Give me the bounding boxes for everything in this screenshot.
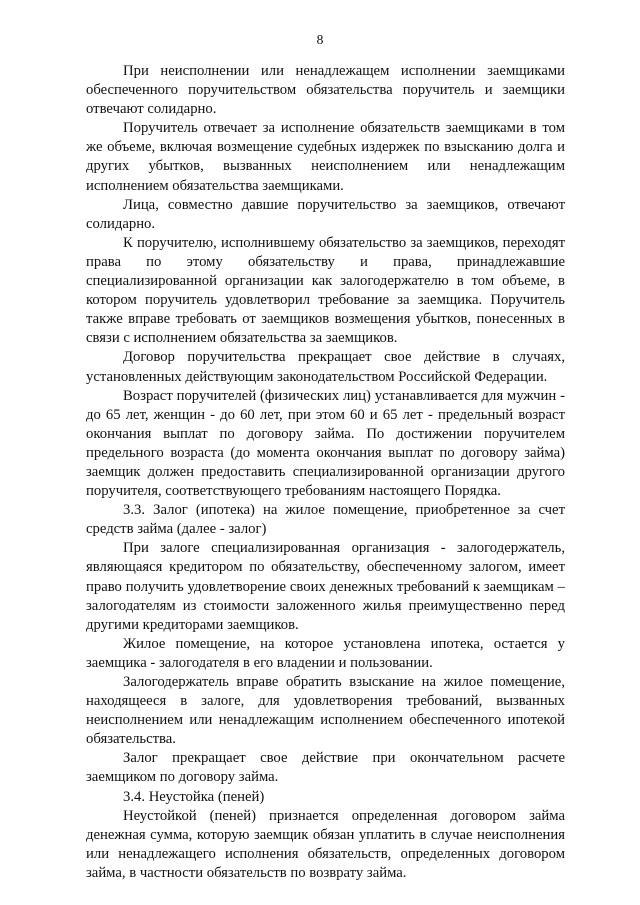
paragraph-guarantor-scope: Поручитель отвечает за исполнение обязательств заемщиками в том же объеме, включая возмещение судебных издержек по взысканию долга и других убытков, вызванных неисполнением или ненадлежащим исполнением обязательства заемщиками.	[86, 120, 565, 194]
section-heading-penalty: 3.4. Неустойка (пеней)	[123, 788, 265, 805]
paragraph-guarantor-age: Возраст поручителей (физических лиц) устанавливается для мужчин - до 65 лет, женщин - до 60 лет, при этом 60 и 65 лет - предельный возраст окончания выплат по договору займа. По достижении поручителем предельного возраста (до момента окончания выплат по договору займа) заемщик должен предоставить специализированной организации другого поручителя, соответствующего требованиям настоящего Порядка.	[86, 387, 565, 500]
paragraph-pledgee-rights: При залоге специализированная организация - залогодержатель, являющаяся кредитором по обязательству, обеспеченному залогом, имеет право получить удовлетворение своих денежных требований к заемщикам – залогодателям из стоимости заложенного жилья преимущественно перед другими кредиторами заемщиков.	[86, 540, 565, 633]
paragraph-guarantee-termination: Договор поручительства прекращает свое действие в случаях, установленных действующим законодательством Российской Федерации.	[86, 349, 565, 385]
paragraph-penalty-definition: Неустойкой (пеней) признается определенная договором займа денежная сумма, которую заемщик обязан уплатить в случае неисполнения или ненадлежащего исполнения обязательств, определенных договором займа, в частности обязательств по возврату займа.	[86, 807, 565, 881]
page-number: 8	[316, 32, 324, 47]
paragraph-pledge-termination: Залог прекращает свое действие при окончательном расчете заемщиком по договору займа.	[86, 750, 565, 786]
paragraph-joint-liability: При неисполнении или ненадлежащем исполнении заемщиками обеспеченного поручительством обязательства поручитель и заемщики отвечают солидарно.	[86, 63, 565, 118]
section-heading-collateral: 3.3. Залог (ипотека) на жилое помещение, приобретенное за счет средств займа (далее - залог)	[86, 502, 565, 538]
paragraph-guarantor-rights: К поручителю, исполнившему обязательство за заемщиков, переходят права по этому обязательству и права, принадлежавшие специализированной организации как залогодержателю в том объеме, в котором поручитель удовлетворил требование за заемщика. Поручитель также вправе требовать от заемщиков возмещения убытков, понесенных в связи с исполнением обязательства за заемщиков.	[86, 234, 565, 347]
paragraph-premises-possession: Жилое помещение, на которое установлена ипотека, остается у заемщика - залогодателя в его владении и пользовании.	[86, 635, 565, 671]
paragraph-foreclosure: Залогодержатель вправе обратить взыскание на жилое помещение, находящееся в залоге, для удовлетворения требований, вызванных неисполнением или ненадлежащим исполнением обеспеченного ипотекой обязательства.	[86, 674, 565, 748]
document-body	[86, 62, 565, 883]
paragraph-joint-guarantors: Лица, совместно давшие поручительство за заемщиков, отвечают солидарно.	[86, 196, 565, 232]
